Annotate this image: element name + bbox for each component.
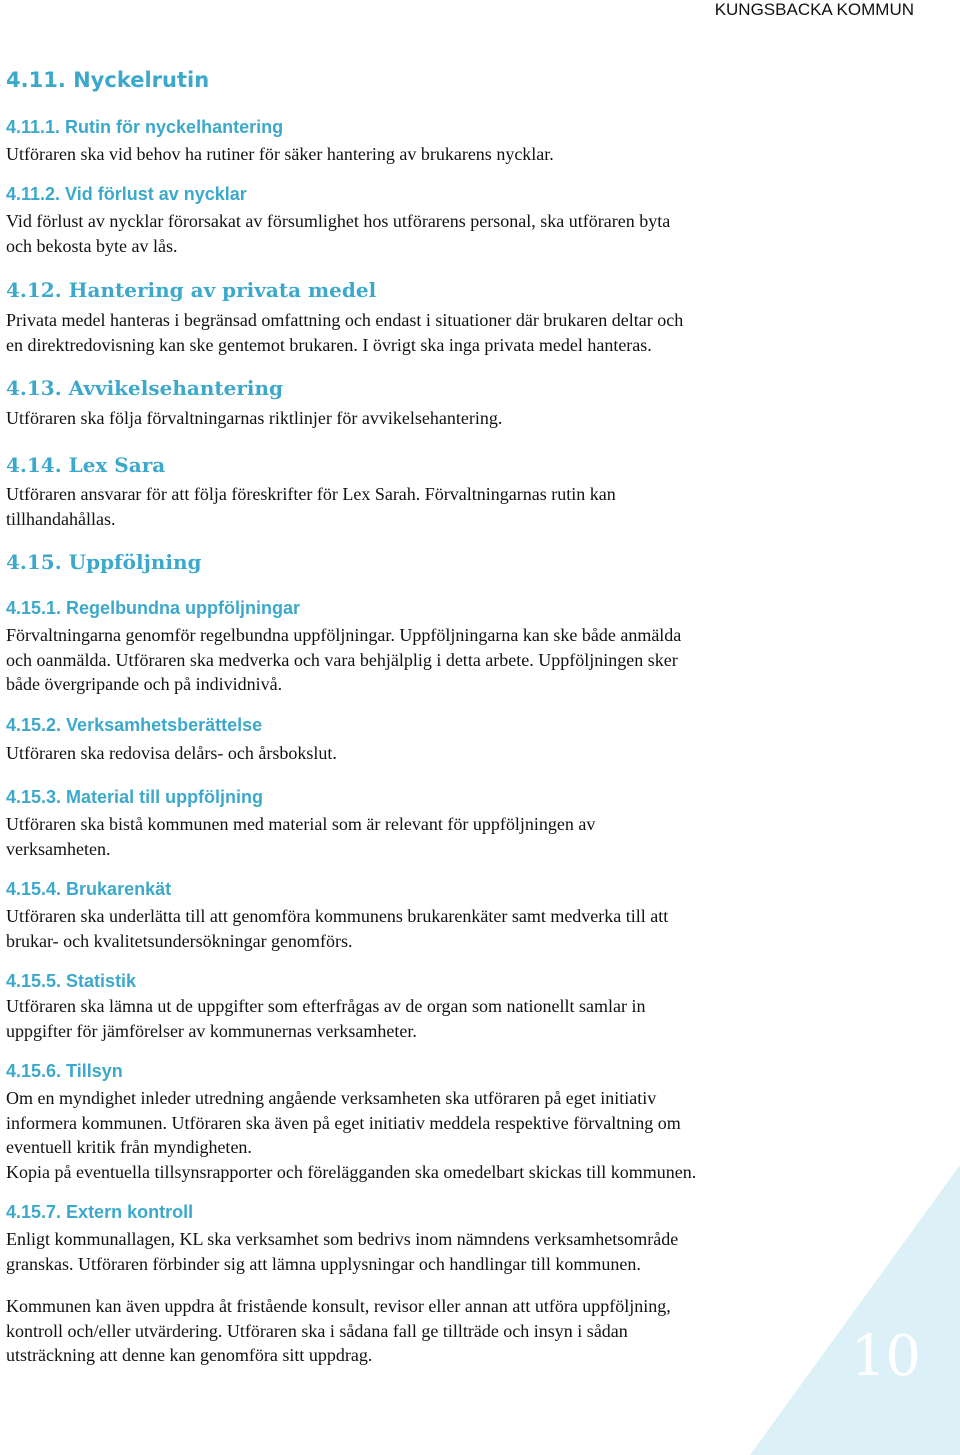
section-heading-4-15-6: 4.15.6. Tillsyn <box>6 1061 123 1081</box>
text-line: Vid förlust av nycklar förorsakat av försumlighet hos utförarens personal, ska utföraren byta <box>6 211 671 231</box>
text-line: Förvaltningarna genomför regelbundna uppföljningar. Uppföljningarna kan ske både anmälda <box>6 625 682 645</box>
section-text-4-15-4 <box>6 904 836 953</box>
section-heading-4-15-3: 4.15.3. Material till uppföljning <box>6 787 264 807</box>
section-heading-4-11-1: 4.11.1. Rutin för nyckelhantering <box>6 117 284 137</box>
text-line: och oanmälda. Utföraren ska medverka och vara behjälplig i detta arbete. Uppföljningen sker <box>6 649 678 670</box>
section-text-4-15-1 <box>6 623 836 697</box>
text-line: Kopia på eventuella tillsynsrapporter och förelägganden ska omedelbart skickas till kommunen. <box>6 1161 697 1182</box>
text-line: Utföraren ska lämna ut de uppgifter som efterfrågas av de organ som nationellt samlar in <box>6 996 646 1016</box>
text-line: Utföraren ansvarar för att följa föreskrifter för Lex Sarah. Förvaltningarnas rutin kan <box>6 484 616 504</box>
text-line: Utföraren ska följa förvaltningarnas riktlinjer för avvikelsehantering. <box>6 408 503 428</box>
section-heading-4-11-2: 4.11.2. Vid förlust av nycklar <box>6 184 247 204</box>
text-line: en direktredovisning kan ske gentemot brukaren. I övrigt ska inga privata medel hanteras. <box>6 334 652 355</box>
section-text-4-12 <box>6 308 836 357</box>
header-organization: KUNGSBACKA KOMMUN <box>714 0 914 19</box>
text-line: Utföraren ska bistå kommunen med material som är relevant för uppföljningen av <box>6 814 596 834</box>
section-text-4-15-6 <box>6 1086 836 1184</box>
section-heading-4-15-2: 4.15.2. Verksamhetsberättelse <box>6 715 263 735</box>
section-heading-4-12: 4.12. Hantering av privata medel <box>6 278 377 302</box>
section-text-4-15-7-continued <box>6 1294 836 1368</box>
section-heading-4-13: 4.13. Avvikelsehantering <box>6 376 284 400</box>
text-line: både övergripande och på individnivå. <box>6 674 283 694</box>
text-line: kontroll och/eller utvärdering. Utföraren ska i sådana fall ge tillträde och insyn i sådan <box>6 1320 628 1341</box>
text-line: granskas. Utföraren förbinder sig att lämna upplysningar och handlingar till kommunen. <box>6 1253 641 1274</box>
text-line: Privata medel hanteras i begränsad omfattning och endast i situationer där brukaren deltar och <box>6 310 684 330</box>
section-text-4-15-5 <box>6 994 836 1043</box>
text-line: Utföraren ska underlätta till att genomföra kommunens brukarenkäter samt medverka till att <box>6 906 669 926</box>
page-number: 10 <box>850 1324 920 1389</box>
section-heading-4-15-4: 4.15.4. Brukarenkät <box>6 879 172 899</box>
text-line: eventuell kritik från myndigheten. <box>6 1137 252 1157</box>
text-line: Kommunen kan även uppdra åt fristående konsult, revisor eller annan att utföra uppföljning, <box>6 1296 671 1316</box>
section-heading-4-11: 4.11. Nyckelrutin <box>6 68 210 92</box>
section-text-4-14 <box>6 482 836 531</box>
text-line: Utföraren ska vid behov ha rutiner för säker hantering av brukarens nycklar. <box>6 144 554 164</box>
section-heading-4-15-7: 4.15.7. Extern kontroll <box>6 1202 194 1222</box>
section-text-4-15-3 <box>6 812 836 861</box>
text-line: Utföraren ska redovisa delårs- och årsbokslut. <box>6 743 337 763</box>
section-text-4-15-2 <box>6 741 836 766</box>
section-text-4-11-1 <box>6 142 836 167</box>
section-heading-4-15-1: 4.15.1. Regelbundna uppföljningar <box>6 598 301 618</box>
text-line: Om en myndighet inleder utredning angående verksamheten ska utföraren på eget initiativ <box>6 1088 657 1108</box>
text-line: informera kommunen. Utföraren ska även på eget initiativ meddela respektive förvaltning om <box>6 1112 681 1133</box>
section-text-4-11-2 <box>6 209 836 258</box>
section-heading-4-15: 4.15. Uppföljning <box>6 550 202 574</box>
text-line: verksamheten. <box>6 838 111 859</box>
text-line: tillhandahållas. <box>6 508 116 529</box>
text-line: utsträckning att denne kan genomföra sitt uppdrag. <box>6 1345 373 1365</box>
text-line: Enligt kommunallagen, KL ska verksamhet som bedrivs inom nämndens verksamhetsområde <box>6 1229 679 1249</box>
text-line: och bekosta byte av lås. <box>6 235 178 256</box>
text-line: brukar- och kvalitetsundersökningar genomförs. <box>6 930 353 951</box>
section-text-4-15-7 <box>6 1227 836 1276</box>
text-line: uppgifter för jämförelser av kommunernas verksamheter. <box>6 1020 417 1041</box>
section-text-4-13 <box>6 406 836 431</box>
section-heading-4-15-5: 4.15.5. Statistik <box>6 971 137 991</box>
section-heading-4-14: 4.14. Lex Sara <box>6 453 166 477</box>
